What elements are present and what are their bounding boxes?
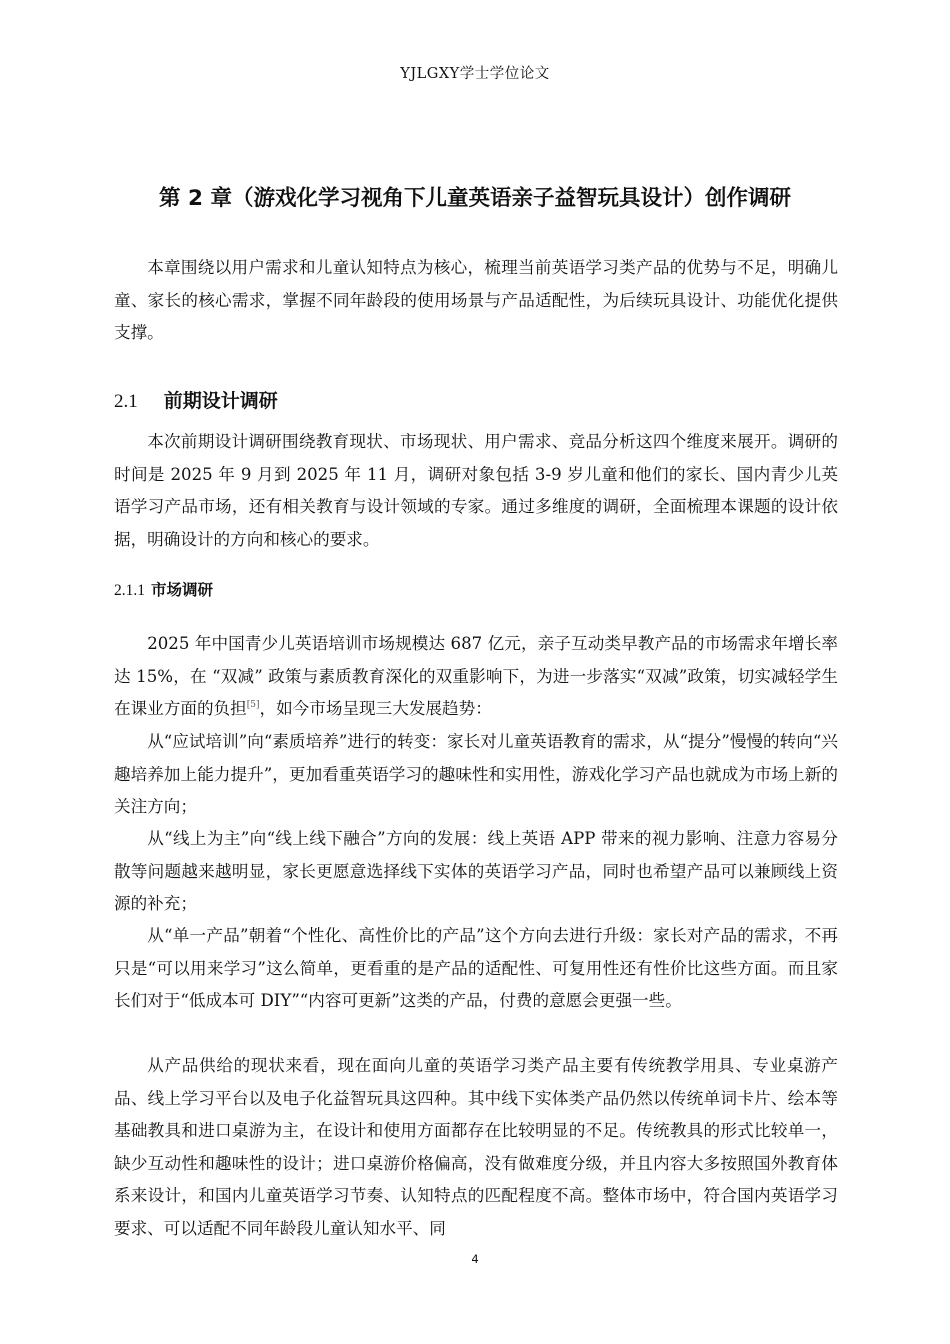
trend-paragraph-2: 从“线上为主”向“线上线下融合”方向的发展：线上英语 APP 带来的视力影响、注意力容易分散等问题越来越明显，家长更愿意选择线下实体的英语学习产品，同时也希望产品可以兼顾线上资源的补充； [114, 829, 838, 914]
subsection-title: 市场调研 [151, 581, 214, 599]
market-paragraph [114, 628, 838, 726]
section-2-1-paragraph: 本次前期设计调研围绕教育现状、市场现状、用户需求、竞品分析这四个维度来展开。调研的时间是 2025 年 9 月到 2025 年 11 月，调研对象包括 3-9 岁儿童和他们的家长、国内青少儿英语学习产品市场，还有相关教育与设计领域的专家。通过多维度的调研，全面梳理本课题的设计依据，明确设计的方向和核心的要求。 [114, 432, 838, 549]
page-number: 4 [471, 1252, 479, 1266]
chapter-title: 第 2 章（游戏化学习视角下儿童英语亲子益智玩具设计）创作调研 [159, 186, 791, 211]
trend-paragraph-1: 从“应试培训”向“素质培养”进行的转变：家长对儿童英语教育的需求，从“提分”慢慢的转向“兴趣培养加上能力提升”，更加看重英语学习的趣味性和实用性，游戏化学习产品也就成为市场上新的关注方向； [114, 732, 838, 817]
market-text-end: ，如今市场呈现三大发展趋势： [259, 699, 492, 719]
subsection-heading-2-1-1 [114, 578, 213, 600]
supply-paragraph: 从产品供给的现状来看，现在面向儿童的英语学习类产品主要有传统教学用具、专业桌游产品、线上学习平台以及电子化益智玩具这四种。其中线下实体类产品仍然以传统单词卡片、绘本等基础教具和进口桌游为主，在设计和使用方面都存在比较明显的不足。传统教具的形式比较单一，缺少互动性和趣味性的设计；进口桌游价格偏高，没有做难度分级，并且内容大多按照国外教育体系来设计，和国内儿童英语学习节奏、认知特点的匹配程度不高。整体市场中，符合国内英语学习要求、可以适配不同年龄段儿童认知水平、同 [114, 1056, 838, 1238]
section-number: 2.1 [114, 391, 138, 412]
section-title: 前期设计调研 [163, 390, 278, 412]
trend-paragraph-3: 从“单一产品”朝着“个性化、高性价比的产品”这个方向去进行升级：家长对产品的需求，不再只是“可以用来学习”这么简单，更看重的是产品的适配性、可复用性还有性价比这些方面。而且家长们对于“低成本可 DIY”“内容可更新”这类的产品，付费的意愿会更强一些。 [114, 926, 838, 1011]
citation-ref[interactable]: [5] [246, 700, 260, 711]
intro-paragraph: 本章围绕以用户需求和儿童认知特点为核心，梳理当前英语学习类产品的优势与不足，明确儿童、家长的核心需求，掌握不同年龄段的使用场景与产品适配性，为后续玩具设计、功能优化提供支撑。 [114, 258, 838, 343]
subsection-number: 2.1.1 [114, 582, 145, 599]
section-heading-2-1 [114, 386, 278, 413]
running-header: YJLGXY学士学位论文 [400, 66, 550, 82]
market-text: 2025 年中国青少儿英语培训市场规模达 687 亿元，亲子互动类早教产品的市场需求年增长率达 15%，在 “双减” 政策与素质教育深化的双重影响下，为进一步落实“双减”政策，切实减轻学生在课业方面的负担 [114, 634, 838, 719]
